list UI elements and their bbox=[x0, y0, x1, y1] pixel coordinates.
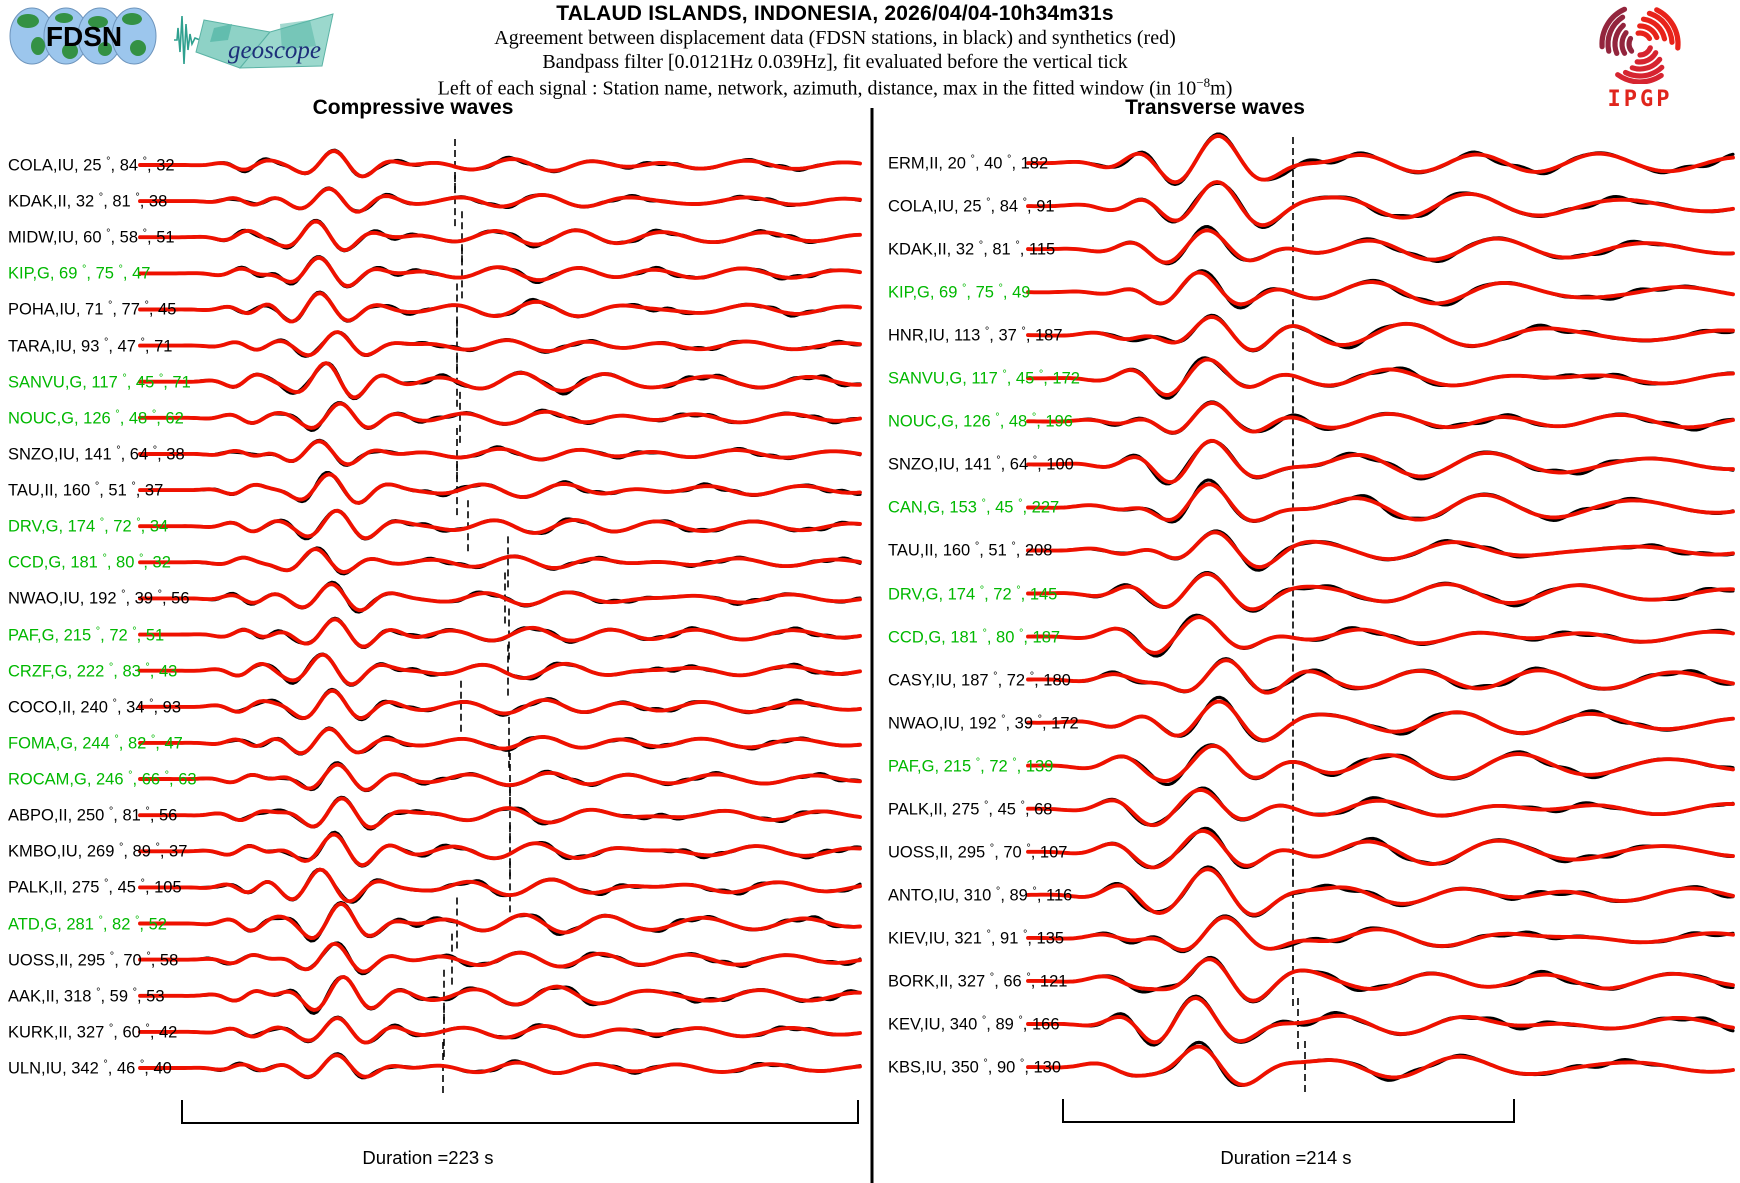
data-trace-TARA bbox=[140, 332, 860, 356]
legend-line-exponent: −8 bbox=[1196, 75, 1211, 90]
station-label-PAF: PAF,G, 215 °, 72 °, 139 bbox=[888, 755, 1054, 775]
data-trace-NOUC bbox=[1028, 402, 1733, 433]
station-label-ABPO: ABPO,II, 250 °, 81 °, 56 bbox=[8, 805, 178, 825]
station-label-ERM: ERM,II, 20 °, 40 °, 182 bbox=[888, 153, 1049, 173]
synthetic-trace-COLA bbox=[140, 151, 860, 176]
figure-title: TALAUD ISLANDS, INDONESIA, 2026/04/04-10h34m31s bbox=[556, 2, 1114, 25]
station-label-DRV: DRV,G, 174 °, 72 °, 34 bbox=[8, 516, 169, 536]
fdsn-logo-text: FDSN bbox=[45, 21, 123, 52]
synthetic-trace-UOSS bbox=[1028, 831, 1733, 868]
synthetic-trace-PALK bbox=[1028, 790, 1733, 825]
synthetic-trace-DRV bbox=[140, 511, 860, 538]
station-label-ULN: ULN,IU, 342 °, 46 °, 40 bbox=[8, 1058, 172, 1078]
legend-line-suffix: m) bbox=[1210, 77, 1233, 100]
data-trace-CCD bbox=[1028, 615, 1733, 656]
station-label-NOUC: NOUC,G, 126 °, 48 °, 196 bbox=[888, 411, 1073, 431]
synthetic-trace-CAN bbox=[1028, 484, 1733, 521]
station-label-KBS: KBS,IU, 350 °, 90 °, 130 bbox=[888, 1057, 1062, 1077]
synthetic-trace-TARA bbox=[140, 332, 860, 355]
station-label-SANVU: SANVU,G, 117 °, 45 °, 172 bbox=[888, 368, 1080, 388]
synthetic-trace-DRV bbox=[1028, 574, 1733, 609]
synthetic-trace-AAK bbox=[140, 977, 860, 1010]
synthetic-trace-CCD bbox=[140, 549, 860, 572]
station-label-SANVU: SANVU,G, 117 °, 45 °, 71 bbox=[8, 371, 191, 391]
geoscope-logo-text: geoscope bbox=[228, 37, 322, 64]
data-trace-ATD bbox=[140, 903, 860, 942]
synthetic-trace-ATD bbox=[140, 904, 860, 938]
figure-filter-line: Bandpass filter [0.0121Hz 0.039Hz], fit evaluated before the vertical tick bbox=[542, 51, 1128, 73]
duration-label-transverse: Duration =214 s bbox=[1220, 1147, 1352, 1168]
station-label-CAN: CAN,G, 153 °, 45 °, 227 bbox=[888, 497, 1060, 517]
synthetic-trace-NWAO bbox=[140, 584, 860, 610]
synthetic-trace-HNR bbox=[1028, 317, 1733, 350]
data-trace-COCO bbox=[140, 689, 860, 719]
station-label-ATD: ATD,G, 281 °, 82 °, 52 bbox=[8, 913, 167, 933]
station-label-CRZF: CRZF,G, 222 °, 83 °, 43 bbox=[8, 660, 178, 680]
station-label-CCD: CCD,G, 181 °, 80 °, 187 bbox=[888, 626, 1061, 646]
synthetic-trace-ABPO bbox=[140, 798, 860, 827]
synthetic-trace-BORK bbox=[1028, 959, 1733, 1000]
station-label-MIDW: MIDW,IU, 60 °, 58 °, 51 bbox=[8, 227, 175, 247]
duration-label-compressive: Duration =223 s bbox=[362, 1147, 494, 1168]
column-title-transverse: Transverse waves bbox=[1125, 96, 1305, 119]
data-trace-KIEV bbox=[1028, 916, 1733, 952]
figure-subtitle: Agreement between displacement data (FDSN stations, in black) and synthetics (red) bbox=[494, 27, 1176, 49]
station-label-ANTO: ANTO,IU, 310 °, 89 °, 116 bbox=[888, 885, 1073, 905]
station-label-CCD: CCD,G, 181 °, 80 °, 32 bbox=[8, 552, 171, 572]
station-label-HNR: HNR,IU, 113 °, 37 °, 187 bbox=[888, 325, 1063, 345]
station-label-ROCAM: ROCAM,G, 246 °, 66 °, 63 bbox=[8, 769, 197, 789]
synthetic-trace-COCO bbox=[140, 691, 860, 718]
data-trace-PALK bbox=[140, 869, 860, 902]
station-label-PAF: PAF,G, 215 °, 72 °, 51 bbox=[8, 624, 165, 644]
data-trace-ABPO bbox=[140, 797, 860, 829]
station-label-AAK: AAK,II, 318 °, 59 °, 53 bbox=[8, 986, 165, 1005]
station-label-NWAO: NWAO,IU, 192 °, 39 °, 172 bbox=[888, 712, 1079, 732]
synthetic-trace-CRZF bbox=[140, 655, 860, 685]
data-trace-KEV bbox=[1028, 996, 1733, 1045]
legend-line-prefix: Left of each signal : Station name, network, azimuth, distance, max in the fitted window (in 10 bbox=[437, 77, 1197, 100]
station-label-TARA: TARA,IU, 93 °, 47 °, 71 bbox=[8, 335, 173, 355]
station-label-PALK: PALK,II, 275 °, 45 °, 68 bbox=[888, 799, 1053, 818]
data-trace-KMBO bbox=[140, 832, 860, 866]
synthetic-trace-ULN bbox=[140, 1055, 860, 1077]
synthetic-trace-KDAK bbox=[1028, 230, 1733, 262]
synthetic-trace-KURK bbox=[140, 1018, 860, 1043]
station-label-TAU: TAU,II, 160 °, 51 °, 37 bbox=[8, 480, 164, 500]
synthetic-trace-KIP bbox=[1028, 272, 1733, 304]
synthetic-trace-COLA bbox=[1028, 182, 1733, 225]
station-label-KMBO: KMBO,IU, 269 °, 89 °, 37 bbox=[8, 841, 188, 861]
synthetic-trace-KIP bbox=[140, 258, 860, 286]
station-label-KEV: KEV,IU, 340 °, 89 °, 166 bbox=[888, 1014, 1060, 1034]
synthetic-trace-PAF bbox=[140, 619, 860, 646]
data-trace-COLA bbox=[1028, 183, 1733, 227]
data-trace-PALK bbox=[1028, 788, 1733, 825]
station-label-KIP: KIP,G, 69 °, 75 °, 47 bbox=[8, 263, 151, 283]
synthetic-trace-CASY bbox=[1028, 660, 1733, 693]
synthetic-trace-NWAO bbox=[1028, 701, 1733, 740]
synthetic-trace-ANTO bbox=[1028, 869, 1733, 915]
duration-bracket bbox=[182, 1100, 858, 1123]
station-label-KURK: KURK,II, 327 °, 60 °, 42 bbox=[8, 1022, 178, 1042]
station-label-UOSS: UOSS,II, 295 °, 70 °, 107 bbox=[888, 842, 1068, 862]
data-trace-BORK bbox=[1028, 957, 1733, 1001]
synthetic-trace-SANVU bbox=[1028, 359, 1733, 395]
synthetic-trace-KIEV bbox=[1028, 917, 1733, 950]
station-label-CASY: CASY,IU, 187 °, 72 °, 180 bbox=[888, 669, 1071, 689]
data-trace-PAF bbox=[1028, 745, 1733, 785]
synthetic-trace-NOUC bbox=[140, 404, 860, 428]
synthetic-trace-ERM bbox=[1028, 136, 1733, 182]
station-label-KDAK: KDAK,II, 32 °, 81 °, 115 bbox=[888, 239, 1056, 259]
station-label-KDAK: KDAK,II, 32 °, 81 °, 38 bbox=[8, 191, 168, 211]
synthetic-trace-SNZO bbox=[140, 441, 860, 464]
data-trace-CASY bbox=[1028, 659, 1733, 692]
synthetic-trace-KEV bbox=[1028, 998, 1733, 1042]
synthetic-trace-MIDW bbox=[140, 222, 860, 251]
station-label-FOMA: FOMA,G, 244 °, 82 °, 47 bbox=[8, 733, 183, 753]
station-label-UOSS: UOSS,II, 295 °, 70 °, 58 bbox=[8, 949, 179, 969]
station-label-PALK: PALK,II, 275 °, 45 °, 105 bbox=[8, 877, 182, 897]
data-trace-UOSS bbox=[1028, 828, 1733, 867]
station-label-SNZO: SNZO,IU, 141 °, 64 °, 100 bbox=[888, 454, 1074, 474]
station-label-COCO: COCO,II, 240 °, 34 °, 93 bbox=[8, 697, 181, 717]
station-label-SNZO: SNZO,IU, 141 °, 64 °, 38 bbox=[8, 444, 185, 464]
synthetic-trace-SNZO bbox=[1028, 441, 1733, 482]
synthetic-trace-TAU bbox=[140, 474, 860, 503]
station-label-DRV: DRV,G, 174 °, 72 °, 145 bbox=[888, 583, 1058, 603]
station-label-BORK: BORK,II, 327 °, 66 °, 121 bbox=[888, 971, 1068, 991]
station-label-COLA: COLA,IU, 25 °, 84 °, 32 bbox=[8, 155, 175, 175]
data-trace-DRV bbox=[1028, 573, 1733, 612]
synthetic-trace-ROCAM bbox=[140, 765, 860, 790]
station-label-POHA: POHA,IU, 71 °, 77 °, 45 bbox=[8, 299, 177, 319]
data-trace-NOUC bbox=[140, 403, 860, 431]
duration-bracket bbox=[1063, 1099, 1514, 1122]
synthetic-trace-SANVU bbox=[140, 363, 860, 397]
synthetic-trace-PAF bbox=[1028, 746, 1733, 781]
synthetic-trace-TAU bbox=[1028, 532, 1733, 567]
station-label-NWAO: NWAO,IU, 192 °, 39 °, 56 bbox=[8, 588, 190, 608]
station-label-COLA: COLA,IU, 25 °, 84 °, 91 bbox=[888, 196, 1055, 216]
synthetic-trace-KMBO bbox=[140, 835, 860, 866]
station-label-KIP: KIP,G, 69 °, 75 °, 49 bbox=[888, 282, 1031, 302]
station-label-TAU: TAU,II, 160 °, 51 °, 208 bbox=[888, 540, 1053, 560]
column-title-compressive: Compressive waves bbox=[312, 96, 514, 119]
data-trace-DRV bbox=[140, 510, 860, 539]
synthetic-trace-UOSS bbox=[140, 944, 860, 972]
station-label-KIEV: KIEV,IU, 321 °, 91 °, 135 bbox=[888, 928, 1065, 948]
ipgp-logo-text: IPGP bbox=[1607, 87, 1673, 112]
station-label-NOUC: NOUC,G, 126 °, 48 °, 62 bbox=[8, 408, 184, 428]
synthetic-trace-POHA bbox=[140, 293, 860, 321]
